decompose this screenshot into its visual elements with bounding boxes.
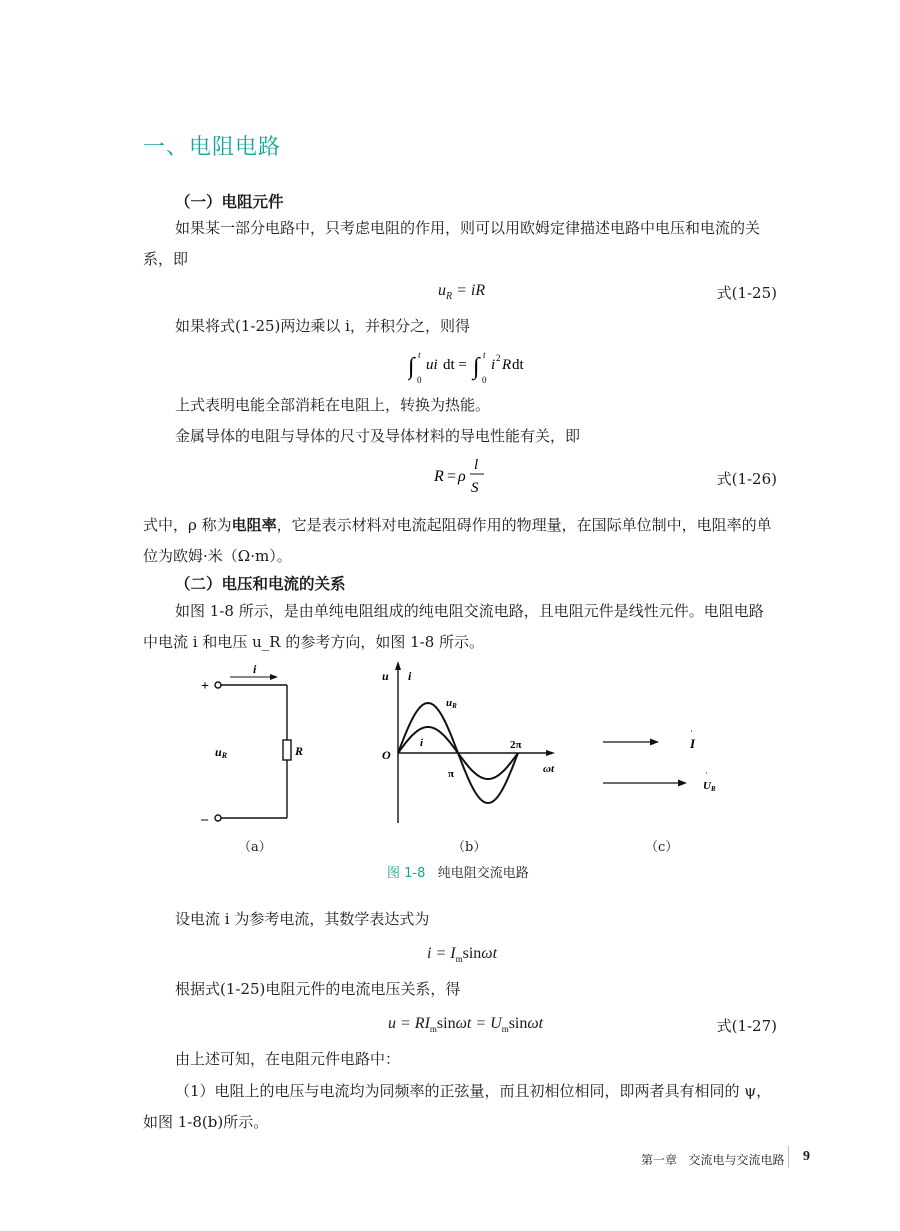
phasor-ur-sub: R [710, 785, 716, 793]
equation-number-1-26: 式(1-26) [716, 470, 777, 488]
section-title: 一、电阻电路 [143, 135, 282, 160]
panel-label-a: （a） [238, 840, 272, 855]
svg-text:·: · [690, 726, 693, 736]
svg-text:UR [703, 780, 716, 793]
resistivity-text-b: ，它是表示材料对电流起阻碍作用的物理量，在国际单位制中，电阻率的单位为欧姆·米（Ω·m）。 [143, 516, 772, 565]
curve-ur-label: u [446, 697, 453, 709]
svg-text:ρ: ρ [458, 468, 466, 485]
svg-text:dt: dt [512, 357, 524, 373]
svg-text:ui: ui [426, 357, 438, 373]
footer-chapter [641, 1151, 784, 1168]
paragraph-conclusion-intro: 由上述可知，在电阻元件电路中： [175, 1050, 401, 1068]
paragraph-voltage-relation: 根据式(1-25)电阻元件的电流电压关系，得 [175, 980, 461, 998]
svg-text:R: R [502, 357, 512, 373]
svg-text:uR [215, 745, 228, 760]
svg-text:t: t [483, 350, 486, 360]
minus-label: – [201, 812, 208, 827]
svg-text:2: 2 [496, 353, 501, 363]
footer-chapter-title: 交流电与交流电路 [688, 1153, 785, 1167]
figure-1-8-a-circuit [195, 662, 315, 836]
figure-1-8-c-phasor [598, 725, 738, 804]
svg-text:∫: ∫ [408, 354, 415, 380]
page-number: 9 [803, 1149, 810, 1164]
panel-label-c: （c） [645, 840, 679, 855]
subsection-title-resistor: （一）电阻元件 [175, 193, 284, 211]
svg-text:R: R [434, 468, 444, 485]
pi-label: π [448, 768, 455, 780]
paragraph-conclusion-1: （1）电阻上的电压与电流均为同频率的正弦量，而且初相位相同，即两者具有相同的 ψ，如图 1-8(b)所示。 [143, 1082, 772, 1131]
two-pi-label: 2π [510, 739, 522, 751]
svg-text:0: 0 [417, 375, 422, 385]
resistor-label: R [295, 744, 304, 758]
origin-label: O [382, 748, 391, 762]
equation-1-26 [434, 455, 504, 501]
svg-text:l: l [474, 457, 479, 473]
svg-text:i: i [491, 357, 496, 373]
resistivity-text-a: 式中，ρ 称为 [143, 516, 232, 534]
voltage-label: u [215, 745, 222, 759]
phasor-i-label: I [690, 736, 696, 751]
axis-u-label: u [382, 669, 389, 683]
resistivity-term: 电阻率 [231, 516, 277, 534]
paragraph-reference-current: 设电流 i 为参考电流，其数学表达式为 [175, 910, 430, 928]
equation-1-25: $u_R$ = iR [438, 282, 486, 303]
voltage-sub: R [221, 751, 228, 760]
paragraph-resistance-factors: 金属导体的电阻与导体的尺寸及导体材料的导电性能有关，即 [175, 427, 581, 445]
paragraph-figure-intro: 如图 1-8 所示，是由单纯电阻组成的纯电阻交流电路，且电阻元件是线性元件。电阻电路中电流 i 和电压 u_R 的参考方向，如图 1-8 所示。 [143, 602, 764, 651]
svg-text:S: S [471, 480, 479, 496]
svg-text:0: 0 [482, 375, 487, 385]
current-label: i [253, 662, 257, 676]
svg-text:uR [446, 697, 457, 710]
svg-text:=: = [447, 468, 457, 485]
svg-text:dt =: dt = [443, 357, 467, 373]
curve-ur-sub: R [452, 702, 457, 710]
equation-number-1-27: 式(1-27) [716, 1017, 777, 1035]
paragraph-integral-intro: 如果将式(1-25)两边乘以 i，并积分之，则得 [175, 317, 470, 335]
footer-divider [788, 1146, 789, 1168]
figure-caption [387, 862, 529, 881]
figure-caption-number: 图 1-8 [387, 866, 426, 881]
subsection-title-relation: （二）电压和电流的关系 [175, 575, 346, 593]
equation-current: $i = I_m\sin\omega t$ [427, 945, 498, 965]
plus-label: + [201, 679, 209, 694]
paragraph-resistivity [143, 510, 778, 572]
figure-caption-text: 纯电阻交流电路 [437, 866, 529, 881]
paragraph-heat: 上式表明电能全部消耗在电阻上，转换为热能。 [175, 396, 491, 414]
footer-chapter-number: 第一章 [641, 1153, 678, 1167]
omega-t-label: ωt [543, 763, 555, 775]
equation-number-1-25: 式(1-25) [716, 284, 777, 302]
paragraph-ohms-law: 如果某一部分电路中，只考虑电阻的作用，则可以用欧姆定律描述电路中电压和电流的关系，即 [143, 219, 761, 268]
svg-text:t: t [418, 350, 421, 360]
figure-1-8-b-waveform [378, 658, 568, 832]
panel-label-b: （b） [452, 840, 487, 855]
phasor-ur-label: U [703, 780, 711, 792]
equation-1-27: $u = RI_m\sin\omega t = U_m\sin\omega t$ [388, 1015, 544, 1035]
svg-text:∫: ∫ [473, 354, 480, 380]
axis-i-label: i [408, 669, 412, 683]
svg-text:·: · [705, 768, 708, 778]
equation-integral [408, 346, 528, 390]
curve-i-label: i [420, 737, 424, 749]
